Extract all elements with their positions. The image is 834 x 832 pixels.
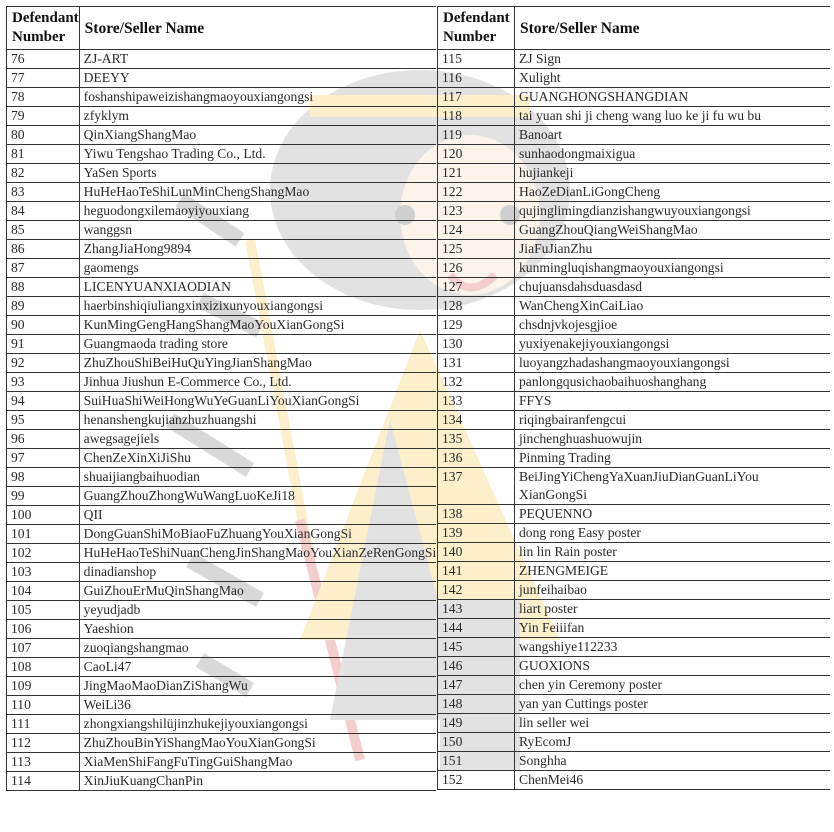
defendant-number-cell: 148 xyxy=(438,695,515,714)
defendant-number-cell: 121 xyxy=(438,164,515,183)
table-row xyxy=(7,145,437,164)
defendant-number-cell: 76 xyxy=(7,50,80,69)
table-row xyxy=(7,373,437,392)
defendant-number-cell: 143 xyxy=(438,600,515,619)
store-seller-name-cell: tai yuan shi ji cheng wang luo ke ji fu wu bu xyxy=(515,107,831,126)
table-row xyxy=(7,88,437,107)
defendant-number-cell: 120 xyxy=(438,145,515,164)
defendant-number-cell: 79 xyxy=(7,107,80,126)
store-seller-name-cell: yeyudjadb xyxy=(79,601,436,620)
store-seller-name-cell: ZJ-ART xyxy=(79,50,436,69)
store-seller-name-cell: ZhangJiaHong9894 xyxy=(79,240,436,259)
table-row xyxy=(7,183,437,202)
table-row xyxy=(438,221,831,240)
table-header-row xyxy=(7,7,437,50)
store-seller-name-cell: ZHENGMEIGE xyxy=(515,562,831,581)
header-defendant-number: Defendant Number xyxy=(438,7,515,50)
defendant-number-cell: 94 xyxy=(7,392,80,411)
table-row xyxy=(438,676,831,695)
store-seller-name-cell: yuxiyenakejiyouxiangongsi xyxy=(515,335,831,354)
table-row xyxy=(438,392,831,411)
defendant-number-cell: 149 xyxy=(438,714,515,733)
defendant-number-cell: 82 xyxy=(7,164,80,183)
store-seller-name-cell: lin seller wei xyxy=(515,714,831,733)
defendant-number-cell: 134 xyxy=(438,411,515,430)
defendant-number-cell: 140 xyxy=(438,543,515,562)
store-seller-name-cell: zuoqiangshangmao xyxy=(79,639,436,658)
defendant-number-cell: 115 xyxy=(438,50,515,69)
defendant-number-cell: 147 xyxy=(438,676,515,695)
store-seller-name-cell: WanChengXinCaiLiao xyxy=(515,297,831,316)
defendant-number-cell: 102 xyxy=(7,544,80,563)
table-row xyxy=(438,183,831,202)
table-row xyxy=(7,544,437,563)
store-seller-name-cell: dinadianshop xyxy=(79,563,436,582)
table-row xyxy=(438,88,831,107)
store-seller-name-cell: haerbinshiqiuliangxinxizixunyouxiangongsi xyxy=(79,297,436,316)
table-row xyxy=(438,259,831,278)
defendant-number-cell: 80 xyxy=(7,126,80,145)
defendant-number-cell: 83 xyxy=(7,183,80,202)
defendant-number-cell: 110 xyxy=(7,696,80,715)
defendant-number-cell: 101 xyxy=(7,525,80,544)
defendant-number-cell: 104 xyxy=(7,582,80,601)
table-row xyxy=(7,430,437,449)
store-seller-name-cell: GuangZhouZhongWuWangLuoKeJi18 xyxy=(79,487,436,506)
table-row xyxy=(7,297,437,316)
store-seller-name-cell: awegsagejiels xyxy=(79,430,436,449)
table-row xyxy=(438,771,831,790)
store-seller-name-cell: chsdnjvkojesgjioe xyxy=(515,316,831,335)
store-seller-name-cell: XinJiuKuangChanPin xyxy=(79,772,436,791)
table-row xyxy=(438,278,831,297)
table-row xyxy=(438,107,831,126)
store-seller-name-cell: Yin Feiiifan xyxy=(515,619,831,638)
table-row xyxy=(7,411,437,430)
store-seller-name-cell: zhongxiangshilüjinzhukejiyouxiangongsi xyxy=(79,715,436,734)
table-row xyxy=(438,505,831,524)
defendant-number-cell: 81 xyxy=(7,145,80,164)
table-row xyxy=(7,278,437,297)
table-row xyxy=(7,506,437,525)
defendant-number-cell: 139 xyxy=(438,524,515,543)
defendant-number-cell: 89 xyxy=(7,297,80,316)
defendant-number-cell: 99 xyxy=(7,487,80,506)
table-row xyxy=(7,69,437,88)
table-row xyxy=(7,620,437,639)
table-header-row xyxy=(438,7,831,50)
defendant-number-cell: 113 xyxy=(7,753,80,772)
table-row xyxy=(438,145,831,164)
table-row xyxy=(7,582,437,601)
defendant-number-cell: 90 xyxy=(7,316,80,335)
store-seller-name-cell: shuaijiangbaihuodian xyxy=(79,468,436,487)
store-seller-name-cell: lin lin Rain poster xyxy=(515,543,831,562)
defendant-number-cell: 145 xyxy=(438,638,515,657)
table-row xyxy=(7,734,437,753)
table-row xyxy=(438,543,831,562)
store-seller-name-cell: FFYS xyxy=(515,392,831,411)
store-seller-name-cell: kunmingluqishangmaoyouxiangongsi xyxy=(515,259,831,278)
table-row xyxy=(438,562,831,581)
store-seller-name-cell: SuiHuaShiWeiHongWuYeGuanLiYouXianGongSi xyxy=(79,392,436,411)
defendant-number-cell: 141 xyxy=(438,562,515,581)
defendant-number-cell: 144 xyxy=(438,619,515,638)
defendant-number-cell: 118 xyxy=(438,107,515,126)
store-seller-name-cell: Pinming Trading xyxy=(515,449,831,468)
store-seller-name-cell: heguodongxilemaoyiyouxiang xyxy=(79,202,436,221)
store-seller-name-cell: GuangZhouQiangWeiShangMao xyxy=(515,221,831,240)
table-row xyxy=(438,524,831,543)
table-row xyxy=(438,202,831,221)
table-row xyxy=(7,468,437,487)
defendant-number-cell: 78 xyxy=(7,88,80,107)
defendant-number-cell: 137 xyxy=(438,468,515,505)
table-row xyxy=(7,677,437,696)
store-seller-name-cell: henanshengkujianzhuzhuangshi xyxy=(79,411,436,430)
defendant-number-cell: 103 xyxy=(7,563,80,582)
store-seller-name-cell: HuHeHaoTeShiLunMinChengShangMao xyxy=(79,183,436,202)
defendant-number-cell: 132 xyxy=(438,373,515,392)
defendant-number-cell: 97 xyxy=(7,449,80,468)
defendant-number-cell: 88 xyxy=(7,278,80,297)
table-row xyxy=(7,240,437,259)
store-seller-name-cell: BeiJingYiChengYaXuanJiuDianGuanLiYou XianGongSi xyxy=(515,468,831,505)
table-row xyxy=(7,696,437,715)
store-seller-name-cell: GUANGHONGSHANGDIAN xyxy=(515,88,831,107)
defendant-number-cell: 84 xyxy=(7,202,80,221)
table-row xyxy=(438,316,831,335)
store-seller-name-cell: chujuansdahsduasdasd xyxy=(515,278,831,297)
store-seller-name-cell: sunhaodongmaixigua xyxy=(515,145,831,164)
table-row xyxy=(7,392,437,411)
defendant-number-cell: 122 xyxy=(438,183,515,202)
store-seller-name-cell: RyEcomJ xyxy=(515,733,831,752)
defendant-number-cell: 125 xyxy=(438,240,515,259)
defendant-number-cell: 95 xyxy=(7,411,80,430)
table-row xyxy=(7,107,437,126)
store-seller-name-cell: qujinglimingdianzishangwuyouxiangongsi xyxy=(515,202,831,221)
header-store-seller-name: Store/Seller Name xyxy=(515,7,831,50)
table-row xyxy=(438,449,831,468)
defendant-number-cell: 107 xyxy=(7,639,80,658)
table-row xyxy=(7,563,437,582)
store-seller-name-cell: Songhha xyxy=(515,752,831,771)
defendant-number-cell: 91 xyxy=(7,335,80,354)
table-row xyxy=(7,164,437,183)
table-row xyxy=(7,354,437,373)
store-seller-name-cell: hujiankeji xyxy=(515,164,831,183)
store-seller-name-cell: zfyklym xyxy=(79,107,436,126)
defendant-number-cell: 109 xyxy=(7,677,80,696)
store-seller-name-cell: liart poster xyxy=(515,600,831,619)
table-row xyxy=(7,525,437,544)
table-body-right xyxy=(438,50,831,790)
defendant-number-cell: 114 xyxy=(7,772,80,791)
table-row xyxy=(438,335,831,354)
table-body-left xyxy=(7,50,437,791)
defendant-number-cell: 151 xyxy=(438,752,515,771)
store-seller-name-cell: Xulight xyxy=(515,69,831,88)
store-seller-name-cell: Yiwu Tengshao Trading Co., Ltd. xyxy=(79,145,436,164)
store-seller-name-cell: JiaFuJianZhu xyxy=(515,240,831,259)
table-row xyxy=(7,601,437,620)
store-seller-name-cell: GuiZhouErMuQinShangMao xyxy=(79,582,436,601)
store-seller-name-cell: JingMaoMaoDianZiShangWu xyxy=(79,677,436,696)
store-seller-name-cell: ZhuZhouBinYiShangMaoYouXianGongSi xyxy=(79,734,436,753)
defendant-table-right xyxy=(437,6,830,790)
header-defendant-number: Defendant Number xyxy=(7,7,80,50)
defendant-number-cell: 116 xyxy=(438,69,515,88)
store-seller-name-cell: chen yin Ceremony poster xyxy=(515,676,831,695)
defendant-number-cell: 146 xyxy=(438,657,515,676)
defendant-number-cell: 126 xyxy=(438,259,515,278)
table-row xyxy=(438,695,831,714)
table-row xyxy=(7,316,437,335)
store-seller-name-cell: ChenZeXinXiJiShu xyxy=(79,449,436,468)
store-seller-name-cell: ChenMei46 xyxy=(515,771,831,790)
table-row xyxy=(7,639,437,658)
store-seller-name-cell: DEEYY xyxy=(79,69,436,88)
store-seller-name-cell: junfeihaibao xyxy=(515,581,831,600)
defendant-number-cell: 117 xyxy=(438,88,515,107)
table-row xyxy=(438,638,831,657)
defendant-number-cell: 77 xyxy=(7,69,80,88)
defendant-number-cell: 135 xyxy=(438,430,515,449)
table-row xyxy=(7,202,437,221)
table-row xyxy=(438,69,831,88)
store-seller-name-cell: foshanshipaweizishangmaoyouxiangongsi xyxy=(79,88,436,107)
store-seller-name-cell: Jinhua Jiushun E-Commerce Co., Ltd. xyxy=(79,373,436,392)
table-row xyxy=(438,354,831,373)
store-seller-name-cell: QII xyxy=(79,506,436,525)
table-row xyxy=(438,164,831,183)
store-seller-name-cell: GUOXIONS xyxy=(515,657,831,676)
store-seller-name-cell: WeiLi36 xyxy=(79,696,436,715)
store-seller-name-cell: ZhuZhouShiBeiHuQuYingJianShangMao xyxy=(79,354,436,373)
defendant-number-cell: 128 xyxy=(438,297,515,316)
defendant-number-cell: 119 xyxy=(438,126,515,145)
table-row xyxy=(438,468,831,505)
defendant-number-cell: 100 xyxy=(7,506,80,525)
table-row xyxy=(7,126,437,145)
store-seller-name-cell: luoyangzhadashangmaoyouxiangongsi xyxy=(515,354,831,373)
table-row xyxy=(438,240,831,259)
table-row xyxy=(7,221,437,240)
defendant-number-cell: 123 xyxy=(438,202,515,221)
store-seller-name-cell: LICENYUANXIAODIAN xyxy=(79,278,436,297)
store-seller-name-cell: wangshiye112233 xyxy=(515,638,831,657)
table-row xyxy=(438,619,831,638)
table-row xyxy=(7,772,437,791)
table-row xyxy=(7,50,437,69)
table-row xyxy=(438,430,831,449)
store-seller-name-cell: ZJ Sign xyxy=(515,50,831,69)
store-seller-name-cell: DongGuanShiMoBiaoFuZhuangYouXianGongSi xyxy=(79,525,436,544)
defendant-number-cell: 127 xyxy=(438,278,515,297)
store-seller-name-cell: XiaMenShiFangFuTingGuiShangMao xyxy=(79,753,436,772)
table-row xyxy=(438,297,831,316)
store-seller-name-cell: HuHeHaoTeShiNuanChengJinShangMaoYouXianZeRenGongSi xyxy=(79,544,436,563)
store-seller-name-cell: dong rong Easy poster xyxy=(515,524,831,543)
table-row xyxy=(438,50,831,69)
table-row xyxy=(438,126,831,145)
table-row xyxy=(438,411,831,430)
table-row xyxy=(7,715,437,734)
defendant-number-cell: 87 xyxy=(7,259,80,278)
defendant-number-cell: 152 xyxy=(438,771,515,790)
table-row xyxy=(438,600,831,619)
store-seller-name-cell: riqingbairanfengcui xyxy=(515,411,831,430)
defendant-table-left xyxy=(6,6,436,791)
store-seller-name-cell: wanggsn xyxy=(79,221,436,240)
table-row xyxy=(7,658,437,677)
defendant-number-cell: 142 xyxy=(438,581,515,600)
defendant-number-cell: 111 xyxy=(7,715,80,734)
store-seller-name-cell: QinXiangShangMao xyxy=(79,126,436,145)
defendant-number-cell: 124 xyxy=(438,221,515,240)
defendant-number-cell: 85 xyxy=(7,221,80,240)
store-seller-name-cell: HaoZeDianLiGongCheng xyxy=(515,183,831,202)
table-row xyxy=(7,259,437,278)
store-seller-name-cell: jinchenghuashuowujin xyxy=(515,430,831,449)
table-row xyxy=(438,733,831,752)
store-seller-name-cell: KunMingGengHangShangMaoYouXianGongSi xyxy=(79,316,436,335)
defendant-number-cell: 112 xyxy=(7,734,80,753)
defendant-number-cell: 105 xyxy=(7,601,80,620)
store-seller-name-cell: yan yan Cuttings poster xyxy=(515,695,831,714)
store-seller-name-cell: panlongqusichaobaihuoshanghang xyxy=(515,373,831,392)
store-seller-name-cell: PEQUENNO xyxy=(515,505,831,524)
defendant-number-cell: 92 xyxy=(7,354,80,373)
table-row xyxy=(438,714,831,733)
defendant-number-cell: 96 xyxy=(7,430,80,449)
defendant-number-cell: 106 xyxy=(7,620,80,639)
defendant-number-cell: 129 xyxy=(438,316,515,335)
table-row xyxy=(438,581,831,600)
defendant-number-cell: 138 xyxy=(438,505,515,524)
defendant-number-cell: 150 xyxy=(438,733,515,752)
store-seller-name-cell: Yaeshion xyxy=(79,620,436,639)
defendant-number-cell: 93 xyxy=(7,373,80,392)
table-row xyxy=(7,753,437,772)
table-row xyxy=(7,449,437,468)
defendant-number-cell: 108 xyxy=(7,658,80,677)
defendant-number-cell: 98 xyxy=(7,468,80,487)
table-row xyxy=(7,487,437,506)
table-row xyxy=(438,373,831,392)
defendant-number-cell: 130 xyxy=(438,335,515,354)
defendant-number-cell: 133 xyxy=(438,392,515,411)
store-seller-name-cell: CaoLi47 xyxy=(79,658,436,677)
defendant-number-cell: 131 xyxy=(438,354,515,373)
store-seller-name-cell: Banoart xyxy=(515,126,831,145)
store-seller-name-cell: YaSen Sports xyxy=(79,164,436,183)
header-store-seller-name: Store/Seller Name xyxy=(79,7,436,50)
store-seller-name-cell: gaomengs xyxy=(79,259,436,278)
table-row xyxy=(7,335,437,354)
store-seller-name-cell: Guangmaoda trading store xyxy=(79,335,436,354)
defendant-number-cell: 136 xyxy=(438,449,515,468)
table-row xyxy=(438,657,831,676)
table-row xyxy=(438,752,831,771)
defendant-number-cell: 86 xyxy=(7,240,80,259)
